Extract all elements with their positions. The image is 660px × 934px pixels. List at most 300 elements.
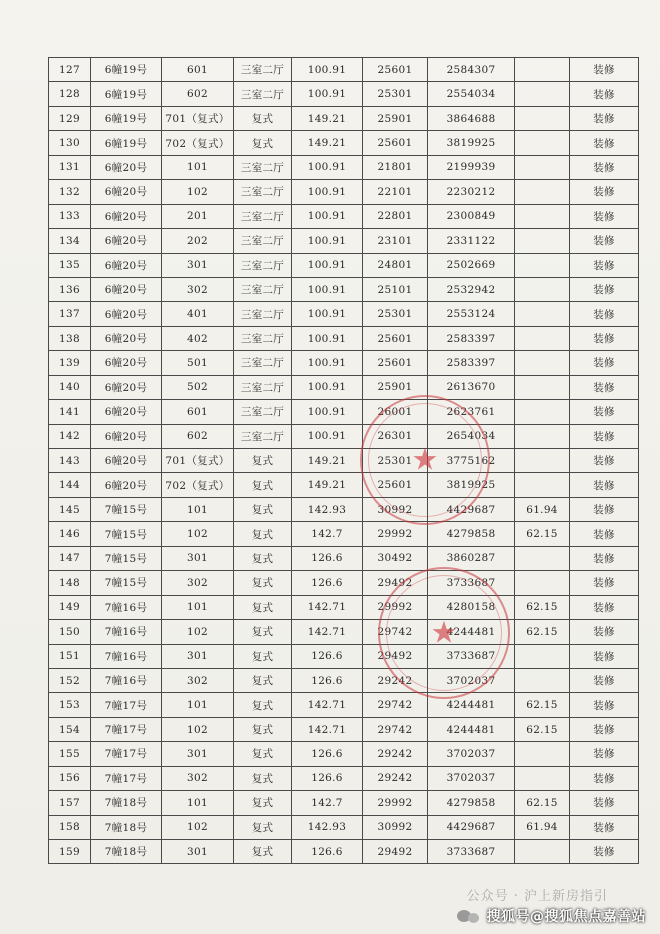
area-cell: 142.71: [292, 717, 363, 741]
area-cell: 100.91: [292, 424, 363, 448]
decoration-cell: 装修: [570, 131, 639, 155]
unit-price-cell: 29742: [363, 620, 428, 644]
table-row: [49, 375, 639, 399]
room-cell: 301: [162, 840, 234, 864]
extra-area-cell: [515, 351, 570, 375]
decoration-cell: 装修: [570, 546, 639, 570]
area-cell: 126.6: [292, 742, 363, 766]
room-cell: 302: [162, 668, 234, 692]
area-cell: 100.91: [292, 400, 363, 424]
unit-price-cell: 23101: [363, 229, 428, 253]
unit-price-cell: 22101: [363, 180, 428, 204]
layout-type-cell: 复式: [234, 449, 292, 473]
unit-price-cell: 29992: [363, 522, 428, 546]
table-row: [49, 253, 639, 277]
room-cell: 101: [162, 693, 234, 717]
table-row: [49, 571, 639, 595]
area-cell: 100.91: [292, 351, 363, 375]
building-cell: 7幢15号: [91, 546, 162, 570]
row-number: 140: [49, 375, 91, 399]
total-price-cell: 3864688: [428, 106, 515, 130]
layout-type-cell: 复式: [234, 766, 292, 790]
building-cell: 6幢20号: [91, 424, 162, 448]
area-cell: 142.71: [292, 620, 363, 644]
building-cell: 6幢19号: [91, 58, 162, 82]
row-number: 127: [49, 58, 91, 82]
unit-price-cell: 22801: [363, 204, 428, 228]
layout-type-cell: 复式: [234, 791, 292, 815]
total-price-cell: 4279858: [428, 791, 515, 815]
building-cell: 7幢17号: [91, 693, 162, 717]
unit-price-cell: 25901: [363, 375, 428, 399]
building-cell: 7幢16号: [91, 644, 162, 668]
row-number: 151: [49, 644, 91, 668]
table-row: [49, 58, 639, 82]
unit-price-cell: 29992: [363, 595, 428, 619]
extra-area-cell: [515, 766, 570, 790]
table-row: [49, 644, 639, 668]
extra-area-cell: 62.15: [515, 693, 570, 717]
extra-area-cell: [515, 546, 570, 570]
table-row: [49, 473, 639, 497]
row-number: 142: [49, 424, 91, 448]
table-row: [49, 82, 639, 106]
building-cell: 6幢20号: [91, 375, 162, 399]
total-price-cell: 3702037: [428, 766, 515, 790]
area-cell: 126.6: [292, 546, 363, 570]
unit-price-cell: 25901: [363, 106, 428, 130]
total-price-cell: 4429687: [428, 497, 515, 521]
total-price-cell: 3733687: [428, 644, 515, 668]
layout-type-cell: 复式: [234, 815, 292, 839]
total-price-cell: 2584307: [428, 58, 515, 82]
building-cell: 6幢20号: [91, 351, 162, 375]
total-price-cell: 2623761: [428, 400, 515, 424]
room-cell: 401: [162, 302, 234, 326]
table-row: [49, 840, 639, 864]
unit-price-cell: 24801: [363, 253, 428, 277]
decoration-cell: 装修: [570, 668, 639, 692]
extra-area-cell: [515, 571, 570, 595]
building-cell: 6幢20号: [91, 326, 162, 350]
decoration-cell: 装修: [570, 717, 639, 741]
table-row: [49, 302, 639, 326]
unit-price-cell: 25601: [363, 473, 428, 497]
layout-type-cell: 复式: [234, 742, 292, 766]
table-row: [49, 693, 639, 717]
watermark-sohu: 搜狐号@搜狐焦点嘉善站: [486, 909, 646, 925]
decoration-cell: 装修: [570, 522, 639, 546]
extra-area-cell: [515, 400, 570, 424]
decoration-cell: 装修: [570, 58, 639, 82]
decoration-cell: 装修: [570, 277, 639, 301]
row-number: 152: [49, 668, 91, 692]
table-row: [49, 400, 639, 424]
layout-type-cell: 三室二厅: [234, 155, 292, 179]
unit-price-cell: 26001: [363, 400, 428, 424]
room-cell: 101: [162, 595, 234, 619]
room-cell: 602: [162, 424, 234, 448]
building-cell: 7幢18号: [91, 815, 162, 839]
total-price-cell: 4429687: [428, 815, 515, 839]
table-row: [49, 717, 639, 741]
decoration-cell: 装修: [570, 229, 639, 253]
area-cell: 126.6: [292, 644, 363, 668]
decoration-cell: 装修: [570, 82, 639, 106]
total-price-cell: 4244481: [428, 717, 515, 741]
decoration-cell: 装修: [570, 155, 639, 179]
total-price-cell: 4280158: [428, 595, 515, 619]
row-number: 134: [49, 229, 91, 253]
table-row: [49, 155, 639, 179]
room-cell: 502: [162, 375, 234, 399]
building-cell: 6幢20号: [91, 302, 162, 326]
area-cell: 100.91: [292, 204, 363, 228]
total-price-cell: 2331122: [428, 229, 515, 253]
total-price-cell: 4244481: [428, 693, 515, 717]
row-number: 143: [49, 449, 91, 473]
total-price-cell: 4279858: [428, 522, 515, 546]
layout-type-cell: 复式: [234, 473, 292, 497]
unit-price-cell: 29242: [363, 766, 428, 790]
extra-area-cell: [515, 668, 570, 692]
total-price-cell: 3775162: [428, 449, 515, 473]
total-price-cell: 3819925: [428, 473, 515, 497]
decoration-cell: 装修: [570, 400, 639, 424]
decoration-cell: 装修: [570, 180, 639, 204]
seal-star-icon: ★: [411, 442, 439, 478]
room-cell: 302: [162, 766, 234, 790]
row-number: 146: [49, 522, 91, 546]
table-row: [49, 497, 639, 521]
unit-price-cell: 29492: [363, 644, 428, 668]
room-cell: 102: [162, 815, 234, 839]
unit-price-cell: 25601: [363, 351, 428, 375]
layout-type-cell: 三室二厅: [234, 229, 292, 253]
extra-area-cell: [515, 742, 570, 766]
row-number: 157: [49, 791, 91, 815]
table-row: [49, 522, 639, 546]
table-row: [49, 546, 639, 570]
total-price-cell: 3733687: [428, 571, 515, 595]
area-cell: 100.91: [292, 253, 363, 277]
table-row: [49, 668, 639, 692]
extra-area-cell: 61.94: [515, 815, 570, 839]
building-cell: 7幢15号: [91, 571, 162, 595]
room-cell: 202: [162, 229, 234, 253]
building-cell: 6幢20号: [91, 449, 162, 473]
layout-type-cell: 复式: [234, 131, 292, 155]
total-price-cell: 3702037: [428, 668, 515, 692]
extra-area-cell: [515, 131, 570, 155]
table-row: [49, 742, 639, 766]
layout-type-cell: 三室二厅: [234, 204, 292, 228]
room-cell: 601: [162, 400, 234, 424]
layout-type-cell: 三室二厅: [234, 277, 292, 301]
layout-type-cell: 复式: [234, 497, 292, 521]
area-cell: 142.93: [292, 815, 363, 839]
decoration-cell: 装修: [570, 791, 639, 815]
table-row: [49, 131, 639, 155]
building-cell: 7幢18号: [91, 840, 162, 864]
layout-type-cell: 三室二厅: [234, 302, 292, 326]
total-price-cell: 2583397: [428, 351, 515, 375]
unit-price-cell: 21801: [363, 155, 428, 179]
room-cell: 101: [162, 155, 234, 179]
building-cell: 6幢19号: [91, 82, 162, 106]
layout-type-cell: 三室二厅: [234, 375, 292, 399]
room-cell: 101: [162, 497, 234, 521]
layout-type-cell: 三室二厅: [234, 351, 292, 375]
table-row: [49, 791, 639, 815]
row-number: 131: [49, 155, 91, 179]
layout-type-cell: 三室二厅: [234, 82, 292, 106]
room-cell: 102: [162, 522, 234, 546]
total-price-cell: 2502669: [428, 253, 515, 277]
table-row: [49, 351, 639, 375]
row-number: 132: [49, 180, 91, 204]
decoration-cell: 装修: [570, 351, 639, 375]
row-number: 158: [49, 815, 91, 839]
row-number: 130: [49, 131, 91, 155]
table-row: [49, 815, 639, 839]
room-cell: 302: [162, 277, 234, 301]
layout-type-cell: 三室二厅: [234, 180, 292, 204]
decoration-cell: 装修: [570, 106, 639, 130]
unit-price-cell: 29492: [363, 571, 428, 595]
total-price-cell: 2583397: [428, 326, 515, 350]
area-cell: 100.91: [292, 58, 363, 82]
building-cell: 6幢20号: [91, 229, 162, 253]
row-number: 136: [49, 277, 91, 301]
building-cell: 7幢15号: [91, 522, 162, 546]
row-number: 149: [49, 595, 91, 619]
extra-area-cell: [515, 302, 570, 326]
extra-area-cell: [515, 253, 570, 277]
layout-type-cell: 复式: [234, 571, 292, 595]
room-cell: 701（复式）: [162, 449, 234, 473]
unit-price-cell: 25601: [363, 58, 428, 82]
decoration-cell: 装修: [570, 742, 639, 766]
row-number: 139: [49, 351, 91, 375]
decoration-cell: 装修: [570, 326, 639, 350]
area-cell: 126.6: [292, 668, 363, 692]
row-number: 154: [49, 717, 91, 741]
room-cell: 301: [162, 644, 234, 668]
unit-price-cell: 30992: [363, 815, 428, 839]
row-number: 141: [49, 400, 91, 424]
extra-area-cell: 61.94: [515, 497, 570, 521]
row-number: 135: [49, 253, 91, 277]
row-number: 133: [49, 204, 91, 228]
extra-area-cell: [515, 375, 570, 399]
row-number: 155: [49, 742, 91, 766]
total-price-cell: 2300849: [428, 204, 515, 228]
unit-price-cell: 29742: [363, 693, 428, 717]
room-cell: 102: [162, 180, 234, 204]
row-number: 156: [49, 766, 91, 790]
room-cell: 102: [162, 717, 234, 741]
area-cell: 126.6: [292, 571, 363, 595]
total-price-cell: 3860287: [428, 546, 515, 570]
building-cell: 6幢20号: [91, 473, 162, 497]
area-cell: 100.91: [292, 180, 363, 204]
row-number: 153: [49, 693, 91, 717]
unit-price-cell: 25601: [363, 326, 428, 350]
area-cell: 142.7: [292, 522, 363, 546]
building-cell: 7幢16号: [91, 620, 162, 644]
decoration-cell: 装修: [570, 571, 639, 595]
extra-area-cell: 62.15: [515, 522, 570, 546]
room-cell: 702（复式）: [162, 131, 234, 155]
extra-area-cell: [515, 204, 570, 228]
total-price-cell: 3819925: [428, 131, 515, 155]
layout-type-cell: 复式: [234, 106, 292, 130]
extra-area-cell: 62.15: [515, 595, 570, 619]
seal-star-icon: ★: [430, 615, 458, 651]
price-list-table: [48, 57, 639, 864]
table-row: [49, 229, 639, 253]
room-cell: 101: [162, 791, 234, 815]
price-list-body: [49, 58, 639, 864]
building-cell: 6幢20号: [91, 155, 162, 179]
layout-type-cell: 三室二厅: [234, 424, 292, 448]
total-price-cell: 2553124: [428, 302, 515, 326]
total-price-cell: 2230212: [428, 180, 515, 204]
extra-area-cell: 62.15: [515, 620, 570, 644]
decoration-cell: 装修: [570, 473, 639, 497]
extra-area-cell: 62.15: [515, 717, 570, 741]
area-cell: 126.6: [292, 766, 363, 790]
area-cell: 100.91: [292, 375, 363, 399]
decoration-cell: 装修: [570, 253, 639, 277]
total-price-cell: 3733687: [428, 840, 515, 864]
area-cell: 149.21: [292, 449, 363, 473]
unit-price-cell: 29992: [363, 791, 428, 815]
sohu-logo-icon: [457, 908, 481, 924]
layout-type-cell: 三室二厅: [234, 253, 292, 277]
table-row: [49, 106, 639, 130]
building-cell: 7幢17号: [91, 717, 162, 741]
building-cell: 6幢20号: [91, 204, 162, 228]
unit-price-cell: 25301: [363, 449, 428, 473]
decoration-cell: 装修: [570, 840, 639, 864]
building-cell: 7幢16号: [91, 668, 162, 692]
watermark-wechat: 公众号 · 沪上新房指引: [466, 889, 608, 904]
layout-type-cell: 复式: [234, 595, 292, 619]
layout-type-cell: 复式: [234, 668, 292, 692]
extra-area-cell: [515, 155, 570, 179]
decoration-cell: 装修: [570, 449, 639, 473]
decoration-cell: 装修: [570, 815, 639, 839]
table-row: [49, 449, 639, 473]
room-cell: 601: [162, 58, 234, 82]
area-cell: 149.21: [292, 473, 363, 497]
row-number: 137: [49, 302, 91, 326]
row-number: 150: [49, 620, 91, 644]
building-cell: 7幢17号: [91, 766, 162, 790]
unit-price-cell: 25601: [363, 131, 428, 155]
row-number: 129: [49, 106, 91, 130]
building-cell: 7幢17号: [91, 742, 162, 766]
area-cell: 149.21: [292, 131, 363, 155]
unit-price-cell: 29492: [363, 840, 428, 864]
unit-price-cell: 30492: [363, 546, 428, 570]
table-row: [49, 326, 639, 350]
extra-area-cell: [515, 82, 570, 106]
extra-area-cell: [515, 58, 570, 82]
decoration-cell: 装修: [570, 693, 639, 717]
room-cell: 102: [162, 620, 234, 644]
table-row: [49, 424, 639, 448]
room-cell: 501: [162, 351, 234, 375]
layout-type-cell: 复式: [234, 522, 292, 546]
table-row: [49, 204, 639, 228]
layout-type-cell: 三室二厅: [234, 326, 292, 350]
area-cell: 100.91: [292, 277, 363, 301]
area-cell: 100.91: [292, 229, 363, 253]
room-cell: 301: [162, 546, 234, 570]
room-cell: 301: [162, 253, 234, 277]
total-price-cell: 3702037: [428, 742, 515, 766]
row-number: 144: [49, 473, 91, 497]
watermark: [457, 906, 647, 926]
extra-area-cell: [515, 229, 570, 253]
building-cell: 6幢20号: [91, 253, 162, 277]
row-number: 148: [49, 571, 91, 595]
row-number: 128: [49, 82, 91, 106]
building-cell: 7幢15号: [91, 497, 162, 521]
building-cell: 6幢20号: [91, 180, 162, 204]
row-number: 159: [49, 840, 91, 864]
area-cell: 100.91: [292, 302, 363, 326]
extra-area-cell: [515, 106, 570, 130]
building-cell: 7幢16号: [91, 595, 162, 619]
room-cell: 602: [162, 82, 234, 106]
total-price-cell: 2554034: [428, 82, 515, 106]
row-number: 138: [49, 326, 91, 350]
layout-type-cell: 复式: [234, 693, 292, 717]
total-price-cell: 2654034: [428, 424, 515, 448]
unit-price-cell: 25101: [363, 277, 428, 301]
table-row: [49, 766, 639, 790]
table-row: [49, 180, 639, 204]
table-row: [49, 620, 639, 644]
area-cell: 100.91: [292, 326, 363, 350]
layout-type-cell: 三室二厅: [234, 400, 292, 424]
unit-price-cell: 29742: [363, 717, 428, 741]
layout-type-cell: 复式: [234, 620, 292, 644]
total-price-cell: 2613670: [428, 375, 515, 399]
layout-type-cell: 三室二厅: [234, 58, 292, 82]
unit-price-cell: 30992: [363, 497, 428, 521]
area-cell: 126.6: [292, 840, 363, 864]
row-number: 145: [49, 497, 91, 521]
extra-area-cell: 62.15: [515, 791, 570, 815]
area-cell: 142.71: [292, 595, 363, 619]
row-number: 147: [49, 546, 91, 570]
area-cell: 149.21: [292, 106, 363, 130]
extra-area-cell: [515, 180, 570, 204]
room-cell: 201: [162, 204, 234, 228]
area-cell: 142.7: [292, 791, 363, 815]
decoration-cell: 装修: [570, 497, 639, 521]
room-cell: 302: [162, 571, 234, 595]
extra-area-cell: [515, 644, 570, 668]
total-price-cell: 2199939: [428, 155, 515, 179]
decoration-cell: 装修: [570, 766, 639, 790]
decoration-cell: 装修: [570, 595, 639, 619]
